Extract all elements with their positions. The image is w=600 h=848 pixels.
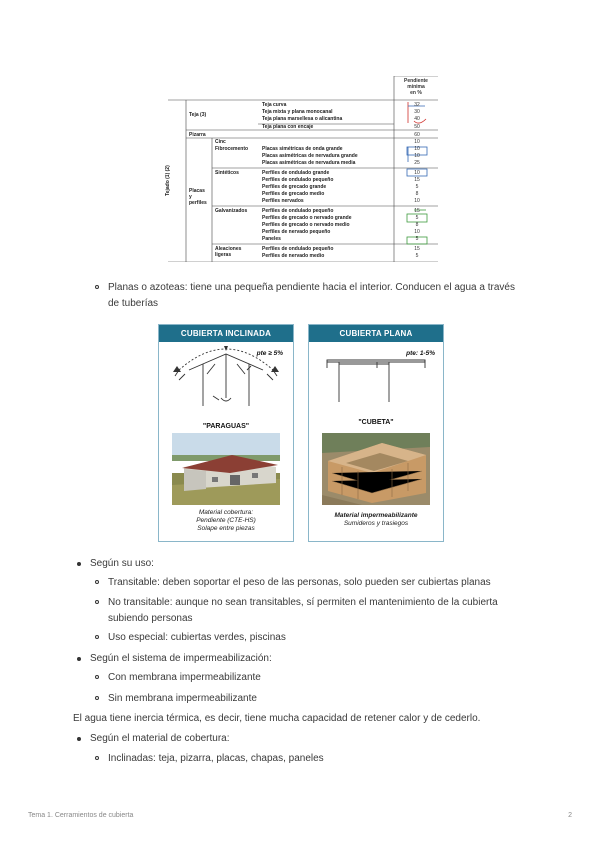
- slope-table: [165, 76, 438, 262]
- slope-column-header: Pendiente mínima en %: [404, 78, 428, 96]
- uso-heading: Según su uso:: [90, 556, 154, 572]
- table-row-desc: Placas simétricas de onda grande: [262, 146, 343, 152]
- paraguas-caption: "PARAGUAS": [202, 423, 250, 430]
- table-row-value: 5: [415, 215, 419, 221]
- inclined-roof-title: CUBIERTA INCLINADA: [159, 325, 293, 342]
- page-number: 2: [568, 812, 572, 819]
- group-sinteticos: Sintéticos: [215, 170, 239, 176]
- table-row-value: 5: [415, 236, 419, 242]
- table-row-desc: Teja mixta y plana monocanal: [262, 109, 333, 115]
- table-row-value: 15: [414, 177, 420, 183]
- placas-label: Placas y perfiles: [189, 188, 207, 206]
- table-row-value: 10: [414, 170, 420, 176]
- table-row-value: 10: [414, 198, 420, 204]
- table-row-desc: Teja plana marsellesa o alicantina: [262, 116, 343, 122]
- tejado-label: Tejado (1) (2): [165, 165, 171, 196]
- uso-especial-item: Uso especial: cubiertas verdes, piscinas: [108, 630, 528, 646]
- table-row-desc: Perfiles de ondulado pequeño: [262, 177, 334, 183]
- flat-notes: Material impermeabilizante Sumideros y trasiegos: [334, 512, 418, 527]
- no-transitable-item: No transitable: aunque no sean transitables, sí permiten el mantenimiento de la cubierta subiendo personas: [108, 595, 528, 627]
- table-row-value: 15: [414, 208, 420, 214]
- table-row-desc: Perfiles de nervado pequeño: [262, 229, 331, 235]
- inclined-roof-panel: [158, 324, 294, 542]
- table-row-desc: Perfiles de grecado o nervado medio: [262, 222, 350, 228]
- footer-title: Tema 1. Cerramientos de cubierta: [28, 812, 134, 819]
- flat-roof-panel: [308, 324, 444, 542]
- table-row-value: 32: [414, 102, 420, 108]
- table-row-value: 15: [414, 246, 420, 252]
- table-row-desc: Placas asimétricas de nervadura grande: [262, 153, 358, 159]
- table-row-value: 10: [414, 146, 420, 152]
- inercia-paragraph: El agua tiene inercia térmica, es decir, tiene mucha capacidad de retener calor y de cederlo.: [73, 713, 481, 724]
- inclined-slope-label: pte ≥ 5%: [256, 350, 283, 357]
- inclinadas-item: Inclinadas: teja, pizarra, placas, chapas, paneles: [108, 751, 324, 767]
- table-row-desc: Placas asimétricas de nervadura media: [262, 160, 356, 166]
- table-row-desc: Paneles: [262, 236, 281, 242]
- table-row-value: 40: [414, 116, 420, 122]
- group-fibrocemento: Fibrocemento: [215, 146, 249, 152]
- sistema-heading: Según el sistema de impermeabilización:: [90, 651, 272, 667]
- table-row-value: 10: [414, 153, 420, 159]
- group-galvanizados: Galvanizados: [215, 208, 248, 214]
- group-aleaciones: Aleaciones ligeras: [215, 246, 242, 258]
- table-row-value: 10: [414, 139, 420, 145]
- table-row-desc: Teja curva: [262, 102, 287, 108]
- table-row-value: 5: [415, 253, 419, 259]
- warehouse-photo: [172, 433, 280, 505]
- table-row-value: 8: [415, 222, 419, 228]
- cubeta-caption: "CUBETA": [358, 419, 394, 426]
- table-row-desc: Perfiles nervados: [262, 198, 304, 204]
- table-row-value: 8: [415, 191, 419, 197]
- table-row-desc: Teja plana con encaje: [262, 124, 314, 130]
- table-row-value: 25: [414, 160, 420, 166]
- group-cinc: Cinc: [215, 139, 226, 145]
- planas-text: Planas o azoteas: tiene una pequeña pendiente hacia el interior. Conducen el agua a través de tuberías: [108, 280, 528, 312]
- teja-label: Teja (3): [189, 112, 207, 118]
- table-row-desc: Perfiles de ondulado pequeño: [262, 246, 334, 252]
- sin-membrana-item: Sin membrana impermeabilizante: [108, 691, 257, 707]
- transitable-item: Transitable: deben soportar el peso de las personas, solo pueden ser cubiertas planas: [108, 575, 528, 591]
- material-heading: Según el material de cobertura:: [90, 731, 230, 747]
- table-row-desc: Perfiles de grecado grande: [262, 184, 327, 190]
- table-row-desc: Perfiles de grecado medio: [262, 191, 325, 197]
- table-row-desc: Perfiles de nervado medio: [262, 253, 325, 259]
- table-row-desc: Perfiles de ondulado pequeño: [262, 208, 334, 214]
- table-row-desc: Perfiles de grecado o nervado grande: [262, 215, 352, 221]
- flat-roof-title: CUBIERTA PLANA: [309, 325, 443, 342]
- con-membrana-item: Con membrana impermeabilizante: [108, 670, 261, 686]
- table-row-value: 50: [414, 124, 420, 130]
- table-row-value: 5: [415, 184, 419, 190]
- table-row-value: 30: [414, 109, 420, 115]
- table-row-value: 60: [414, 132, 420, 138]
- inclined-notes: Material cobertura: Pendiente (CTE-HS) Solape entre piezas: [196, 509, 256, 532]
- building-aerial-photo: [322, 433, 430, 505]
- roof-types-figure: [158, 324, 444, 542]
- pizarra-label: Pizarra: [189, 132, 206, 138]
- flat-slope-label: pte: 1-5%: [406, 350, 435, 357]
- table-row-value: 10: [414, 229, 420, 235]
- table-row-desc: Perfiles de ondulado grande: [262, 170, 330, 176]
